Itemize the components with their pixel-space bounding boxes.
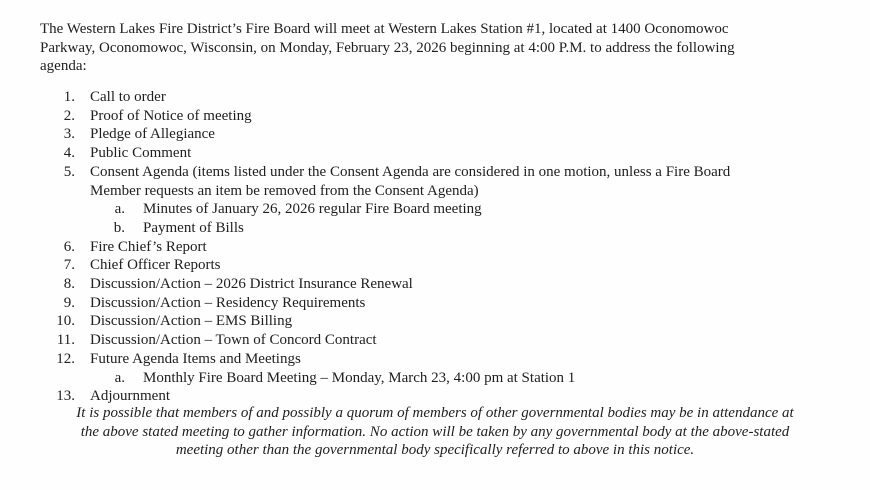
agenda-item <box>40 294 850 313</box>
agenda-item-number: 2. <box>63 107 75 124</box>
agenda-item <box>40 256 850 275</box>
agenda-item-text-line: Pledge of Allegiance <box>90 126 215 143</box>
agenda-subitem <box>40 219 850 238</box>
agenda-item <box>40 144 850 163</box>
agenda-item-text <box>90 163 730 200</box>
agenda-item-text-line: Adjournment <box>90 388 170 405</box>
agenda-item-text-line: Public Comment <box>90 145 192 162</box>
intro-paragraph <box>40 20 840 76</box>
legal-notice-line: meeting other than the governmental body specifically referred to above in this notice. <box>175 442 695 459</box>
agenda-item-text <box>90 275 413 294</box>
agenda-item-number: 12. <box>56 350 75 367</box>
agenda-item-text <box>143 369 575 388</box>
agenda-item <box>40 88 850 107</box>
agenda-item-text <box>90 350 301 369</box>
agenda-item-text <box>90 107 252 126</box>
intro-line: Parkway, Oconomowoc, Wisconsin, on Monday, February 23, 2026 beginning at 4:00 P.M. to address the following <box>40 39 735 56</box>
agenda-item-text <box>143 219 244 238</box>
agenda-item-number: 11. <box>56 332 75 349</box>
agenda-subitem <box>40 200 850 219</box>
intro-line: The Western Lakes Fire District’s Fire Board will meet at Western Lakes Station #1, located at 1400 Oconomowoc <box>40 21 729 37</box>
agenda-item-text <box>90 88 166 107</box>
agenda-item <box>40 312 850 331</box>
agenda-item-text <box>90 294 365 313</box>
agenda-item-text <box>143 200 482 219</box>
legal-notice-line: the above stated meeting to gather information. No action will be taken by any governmental body at the above-stated <box>80 423 790 440</box>
agenda-item-number: 9. <box>63 294 75 311</box>
agenda-item-number: a. <box>114 369 125 386</box>
agenda-item-text-line: Chief Officer Reports <box>90 257 221 274</box>
agenda-item-text <box>90 238 207 257</box>
agenda-item-number: 7. <box>63 257 75 274</box>
agenda-item-number: 3. <box>63 126 75 143</box>
agenda-item-text-line: Member requests an item be removed from the Consent Agenda) <box>90 182 479 199</box>
agenda-item-text <box>90 256 221 275</box>
agenda-item-text-line: Discussion/Action – Residency Requirements <box>90 294 366 311</box>
agenda-item-text-line: Payment of Bills <box>143 219 244 236</box>
agenda-item-text <box>90 331 377 350</box>
agenda-item-number: a. <box>114 201 125 218</box>
agenda-item-text-line: Fire Chief’s Report <box>90 238 207 255</box>
agenda-item-number: 1. <box>63 89 75 105</box>
agenda-item-text-line: Future Agenda Items and Meetings <box>90 350 301 367</box>
agenda-item-text-line: Minutes of January 26, 2026 regular Fire Board meeting <box>143 201 482 218</box>
agenda-item <box>40 107 850 126</box>
agenda-item-text-line: Discussion/Action – 2026 District Insurance Renewal <box>90 276 413 293</box>
agenda-item-number: 6. <box>63 238 75 255</box>
agenda-item-text-line: Monthly Fire Board Meeting – Monday, March 23, 4:00 pm at Station 1 <box>143 369 576 386</box>
agenda-item <box>40 331 850 350</box>
agenda-item-number: 8. <box>63 276 75 293</box>
agenda-item-number: 5. <box>63 163 75 180</box>
agenda-subitem <box>40 369 850 388</box>
agenda-item-text-line: Consent Agenda (items listed under the Consent Agenda are considered in one motion, unless a Fire Board <box>90 163 731 180</box>
agenda-item-text <box>90 125 215 144</box>
agenda-item-number: 10. <box>56 313 75 330</box>
agenda-item <box>40 350 850 369</box>
legal-notice <box>0 404 870 460</box>
agenda-item-text-line: Discussion/Action – EMS Billing <box>90 313 293 330</box>
agenda-item-number: b. <box>113 219 125 236</box>
agenda-item-text <box>90 312 292 331</box>
agenda-item-number: 4. <box>63 145 75 162</box>
agenda-item <box>40 238 850 257</box>
agenda-item <box>40 125 850 144</box>
agenda-item-text-line: Discussion/Action – Town of Concord Contract <box>90 332 377 349</box>
agenda-item <box>40 163 850 200</box>
agenda-item <box>40 275 850 294</box>
agenda-item-number: 13. <box>56 388 75 405</box>
agenda-item-text-line: Call to order <box>90 89 166 105</box>
agenda-item-text <box>90 144 191 163</box>
intro-line: agenda: <box>40 58 87 75</box>
legal-notice-line: It is possible that members of and possibly a quorum of members of other governmental bodies may be in attendance at <box>76 405 794 421</box>
agenda-list <box>40 88 850 406</box>
agenda-item-text-line: Proof of Notice of meeting <box>90 107 252 124</box>
